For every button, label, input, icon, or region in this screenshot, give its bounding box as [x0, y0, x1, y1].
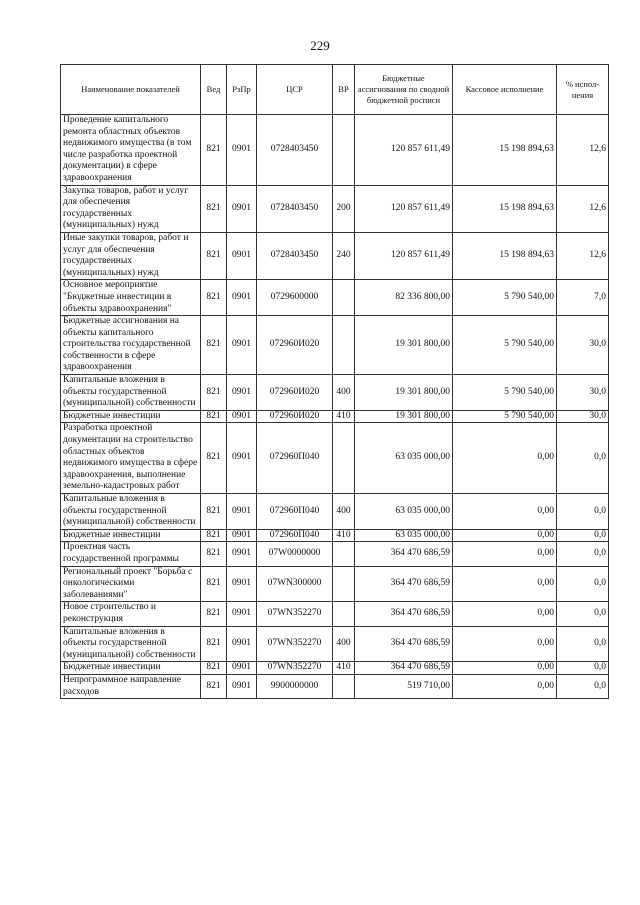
row-name: Капитальные вложения в объекты государственной (муниципальной) собственности [61, 626, 201, 662]
row-name: Проведение капитального ремонта областных объектов недвижимого имущества (в том числе разработка проектной документации) в сфере здравоохранения [61, 115, 201, 186]
row-csr: 0728403450 [257, 185, 333, 232]
table-row [61, 185, 609, 232]
row-pct: 0,0 [557, 423, 609, 494]
row-assign: 63 035 000,00 [355, 529, 453, 542]
row-ved: 821 [201, 423, 227, 494]
row-rzpr: 0901 [227, 602, 257, 626]
row-name: Непрограммное направление расходов [61, 674, 201, 698]
row-ved: 821 [201, 602, 227, 626]
table-row [61, 316, 609, 375]
row-cash: 5 790 540,00 [453, 375, 557, 411]
row-rzpr: 0901 [227, 316, 257, 375]
row-rzpr: 0901 [227, 662, 257, 675]
row-csr: 0728403450 [257, 115, 333, 186]
row-assign: 364 470 686,59 [355, 566, 453, 602]
row-ved: 821 [201, 542, 227, 566]
row-ved: 821 [201, 410, 227, 423]
row-csr: 07W0000000 [257, 542, 333, 566]
row-name: Разработка проектной документации на строительство областных объектов недвижимого имущества в сфере здравоохранения, выполнение земельно-кадастровых работ [61, 423, 201, 494]
header-pct: % испол-нения [557, 65, 609, 115]
row-rzpr: 0901 [227, 280, 257, 316]
row-assign: 364 470 686,59 [355, 626, 453, 662]
row-cash: 15 198 894,63 [453, 115, 557, 186]
row-assign: 19 301 800,00 [355, 375, 453, 411]
row-csr: 0729600000 [257, 280, 333, 316]
row-pct: 12,6 [557, 232, 609, 279]
row-cash: 0,00 [453, 662, 557, 675]
row-assign: 364 470 686,59 [355, 542, 453, 566]
row-pct: 0,0 [557, 494, 609, 530]
row-cash: 5 790 540,00 [453, 410, 557, 423]
row-name: Бюджетные инвестиции [61, 529, 201, 542]
budget-table [60, 64, 609, 699]
row-vr: 400 [333, 494, 355, 530]
table-row [61, 674, 609, 698]
row-ved: 821 [201, 626, 227, 662]
table-row [61, 232, 609, 279]
header-cash: Кассовое исполнение [453, 65, 557, 115]
row-csr: 07WN352270 [257, 626, 333, 662]
row-name: Проектная часть государственной программы [61, 542, 201, 566]
table-row [61, 280, 609, 316]
row-assign: 19 301 800,00 [355, 410, 453, 423]
row-cash: 0,00 [453, 602, 557, 626]
row-ved: 821 [201, 375, 227, 411]
row-vr [333, 115, 355, 186]
row-cash: 0,00 [453, 542, 557, 566]
row-ved: 821 [201, 185, 227, 232]
row-vr: 400 [333, 626, 355, 662]
row-cash: 15 198 894,63 [453, 232, 557, 279]
header-ved: Вед [201, 65, 227, 115]
header-row [61, 65, 609, 115]
row-rzpr: 0901 [227, 423, 257, 494]
row-vr: 200 [333, 185, 355, 232]
row-assign: 519 710,00 [355, 674, 453, 698]
row-cash: 0,00 [453, 494, 557, 530]
row-name: Основное мероприятие "Бюджетные инвестиции в объекты здравоохранения" [61, 280, 201, 316]
row-vr [333, 542, 355, 566]
table-row [61, 602, 609, 626]
row-pct: 0,0 [557, 626, 609, 662]
row-rzpr: 0901 [227, 566, 257, 602]
row-csr: 072960П040 [257, 529, 333, 542]
row-assign: 120 857 611,49 [355, 232, 453, 279]
row-cash: 0,00 [453, 566, 557, 602]
row-rzpr: 0901 [227, 674, 257, 698]
row-pct: 0,0 [557, 529, 609, 542]
table-row [61, 115, 609, 186]
row-rzpr: 0901 [227, 529, 257, 542]
row-pct: 12,6 [557, 185, 609, 232]
row-cash: 0,00 [453, 626, 557, 662]
row-pct: 0,0 [557, 542, 609, 566]
row-csr: 072960И020 [257, 375, 333, 411]
row-pct: 7,0 [557, 280, 609, 316]
row-cash: 0,00 [453, 529, 557, 542]
row-cash: 5 790 540,00 [453, 280, 557, 316]
header-csr: ЦСР [257, 65, 333, 115]
row-vr [333, 674, 355, 698]
row-ved: 821 [201, 115, 227, 186]
row-vr [333, 602, 355, 626]
row-name: Иные закупки товаров, работ и услуг для обеспечения государственных (муниципальных) нужд [61, 232, 201, 279]
table-row [61, 662, 609, 675]
row-ved: 821 [201, 280, 227, 316]
table-row [61, 566, 609, 602]
table-row [61, 626, 609, 662]
row-csr: 07WN352270 [257, 602, 333, 626]
row-ved: 821 [201, 674, 227, 698]
row-vr [333, 316, 355, 375]
row-pct: 0,0 [557, 602, 609, 626]
row-rzpr: 0901 [227, 494, 257, 530]
row-ved: 821 [201, 494, 227, 530]
row-pct: 30,0 [557, 410, 609, 423]
row-rzpr: 0901 [227, 410, 257, 423]
row-assign: 120 857 611,49 [355, 185, 453, 232]
row-name: Новое строительство и реконструкция [61, 602, 201, 626]
row-name: Региональный проект "Борьба с онкологическими заболеваниями" [61, 566, 201, 602]
row-assign: 364 470 686,59 [355, 602, 453, 626]
row-vr [333, 566, 355, 602]
row-csr: 07WN300000 [257, 566, 333, 602]
row-ved: 821 [201, 232, 227, 279]
table-row [61, 410, 609, 423]
row-csr: 072960И020 [257, 316, 333, 375]
row-rzpr: 0901 [227, 375, 257, 411]
row-vr: 410 [333, 410, 355, 423]
header-rzpr: РзПр [227, 65, 257, 115]
row-name: Капитальные вложения в объекты государственной (муниципальной) собственности [61, 375, 201, 411]
row-cash: 5 790 540,00 [453, 316, 557, 375]
row-vr: 240 [333, 232, 355, 279]
row-vr: 410 [333, 662, 355, 675]
header-vr: ВР [333, 65, 355, 115]
row-pct: 0,0 [557, 566, 609, 602]
row-rzpr: 0901 [227, 626, 257, 662]
row-pct: 30,0 [557, 316, 609, 375]
row-cash: 15 198 894,63 [453, 185, 557, 232]
row-ved: 821 [201, 529, 227, 542]
row-cash: 0,00 [453, 423, 557, 494]
row-rzpr: 0901 [227, 542, 257, 566]
row-name: Бюджетные ассигнования на объекты капитального строительства государственной собственности в сфере здравоохранения [61, 316, 201, 375]
row-pct: 12,6 [557, 115, 609, 186]
row-vr [333, 423, 355, 494]
header-name: Наименование показателей [61, 65, 201, 115]
row-pct: 0,0 [557, 662, 609, 675]
row-rzpr: 0901 [227, 232, 257, 279]
row-assign: 63 035 000,00 [355, 423, 453, 494]
row-name: Бюджетные инвестиции [61, 662, 201, 675]
row-assign: 120 857 611,49 [355, 115, 453, 186]
row-name: Бюджетные инвестиции [61, 410, 201, 423]
row-csr: 072960П040 [257, 494, 333, 530]
row-rzpr: 0901 [227, 185, 257, 232]
page-number: 229 [310, 38, 330, 53]
row-vr [333, 280, 355, 316]
table-row [61, 494, 609, 530]
table-row [61, 529, 609, 542]
table-row [61, 423, 609, 494]
row-ved: 821 [201, 316, 227, 375]
row-assign: 19 301 800,00 [355, 316, 453, 375]
row-ved: 821 [201, 662, 227, 675]
table-row [61, 542, 609, 566]
header-assign: Бюджетные ассигнования по сводной бюджетной росписи [355, 65, 453, 115]
row-assign: 63 035 000,00 [355, 494, 453, 530]
row-name: Капитальные вложения в объекты государственной (муниципальной) собственности [61, 494, 201, 530]
table-row [61, 375, 609, 411]
row-pct: 0,0 [557, 674, 609, 698]
row-csr: 072960И020 [257, 410, 333, 423]
row-ved: 821 [201, 566, 227, 602]
row-vr: 400 [333, 375, 355, 411]
row-rzpr: 0901 [227, 115, 257, 186]
row-csr: 07WN352270 [257, 662, 333, 675]
row-assign: 364 470 686,59 [355, 662, 453, 675]
row-vr: 410 [333, 529, 355, 542]
row-csr: 072960П040 [257, 423, 333, 494]
row-assign: 82 336 800,00 [355, 280, 453, 316]
row-pct: 30,0 [557, 375, 609, 411]
row-name: Закупка товаров, работ и услуг для обеспечения государственных (муниципальных) нужд [61, 185, 201, 232]
row-cash: 0,00 [453, 674, 557, 698]
row-csr: 0728403450 [257, 232, 333, 279]
row-csr: 9900000000 [257, 674, 333, 698]
